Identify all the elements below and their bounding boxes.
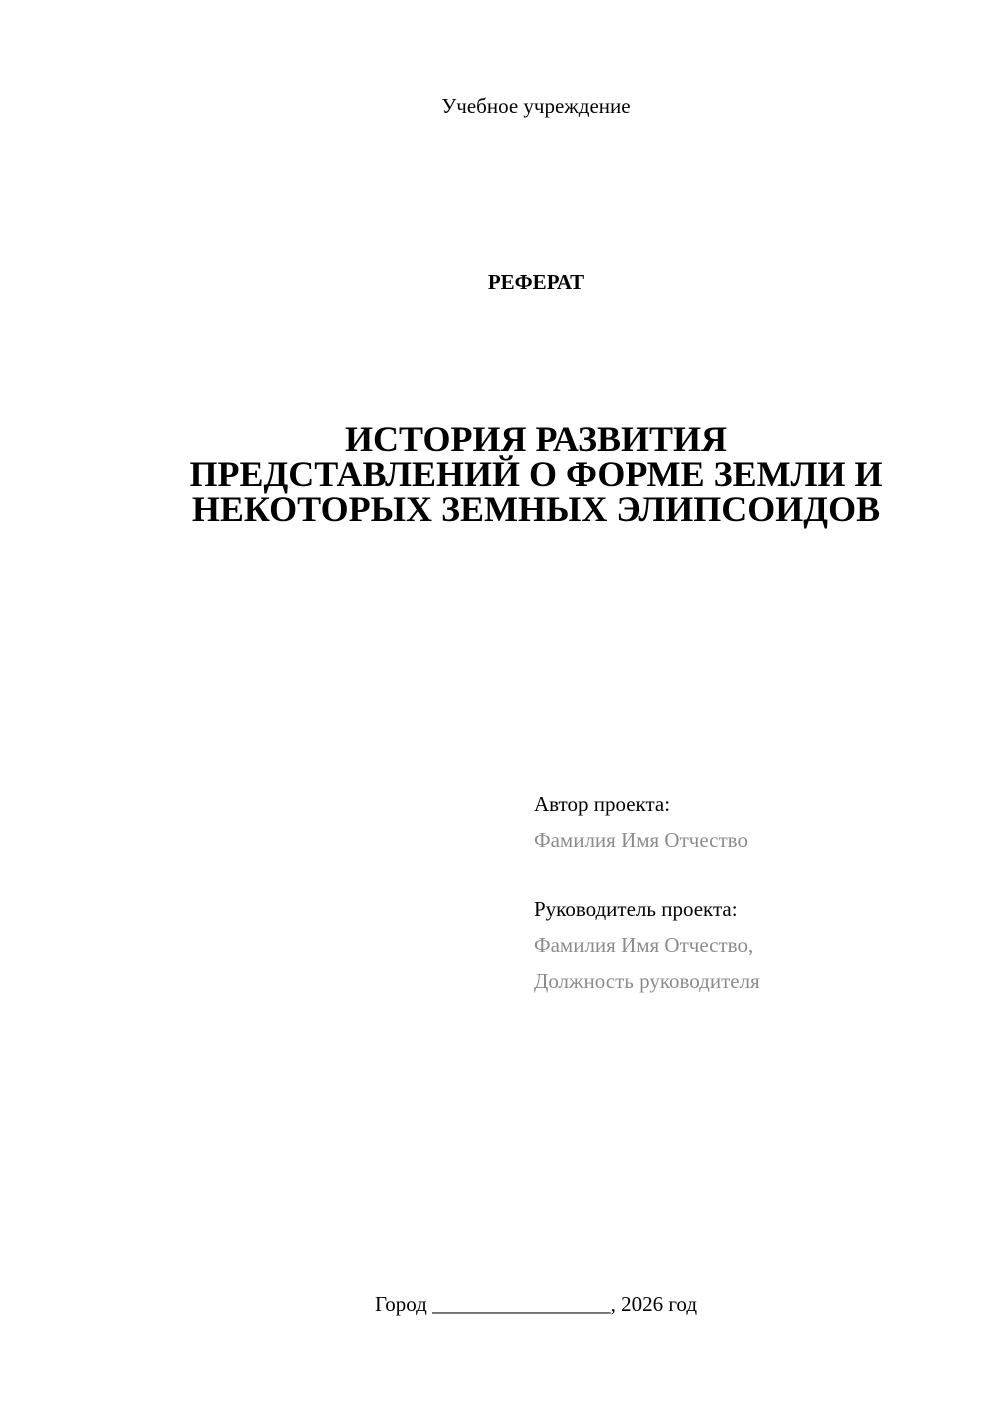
- title-line-3: НЕКОТОРЫХ ЗЕМНЫХ ЭЛИПСОИДОВ: [191, 489, 881, 529]
- author-label: Автор проекта:: [534, 792, 671, 816]
- title-line-1: ИСТОРИЯ РАЗВИТИЯ: [344, 419, 728, 459]
- supervisor-name: Фамилия Имя Отчество,: [534, 933, 754, 957]
- document-title: [100, 419, 972, 529]
- supervisor-block: [534, 891, 954, 999]
- document-type: РЕФЕРАТ: [487, 270, 585, 294]
- institution-name: Учебное учреждение: [441, 94, 631, 118]
- author-name: Фамилия Имя Отчество: [534, 828, 748, 852]
- city-year-line: Город _________________, 2026 год: [374, 1292, 698, 1316]
- title-line-2: ПРЕДСТАВЛЕНИЙ О ФОРМЕ ЗЕМЛИ И: [189, 454, 883, 494]
- supervisor-label: Руководитель проекта:: [534, 897, 738, 921]
- supervisor-position: Должность руководителя: [534, 969, 760, 993]
- author-block: [534, 786, 954, 858]
